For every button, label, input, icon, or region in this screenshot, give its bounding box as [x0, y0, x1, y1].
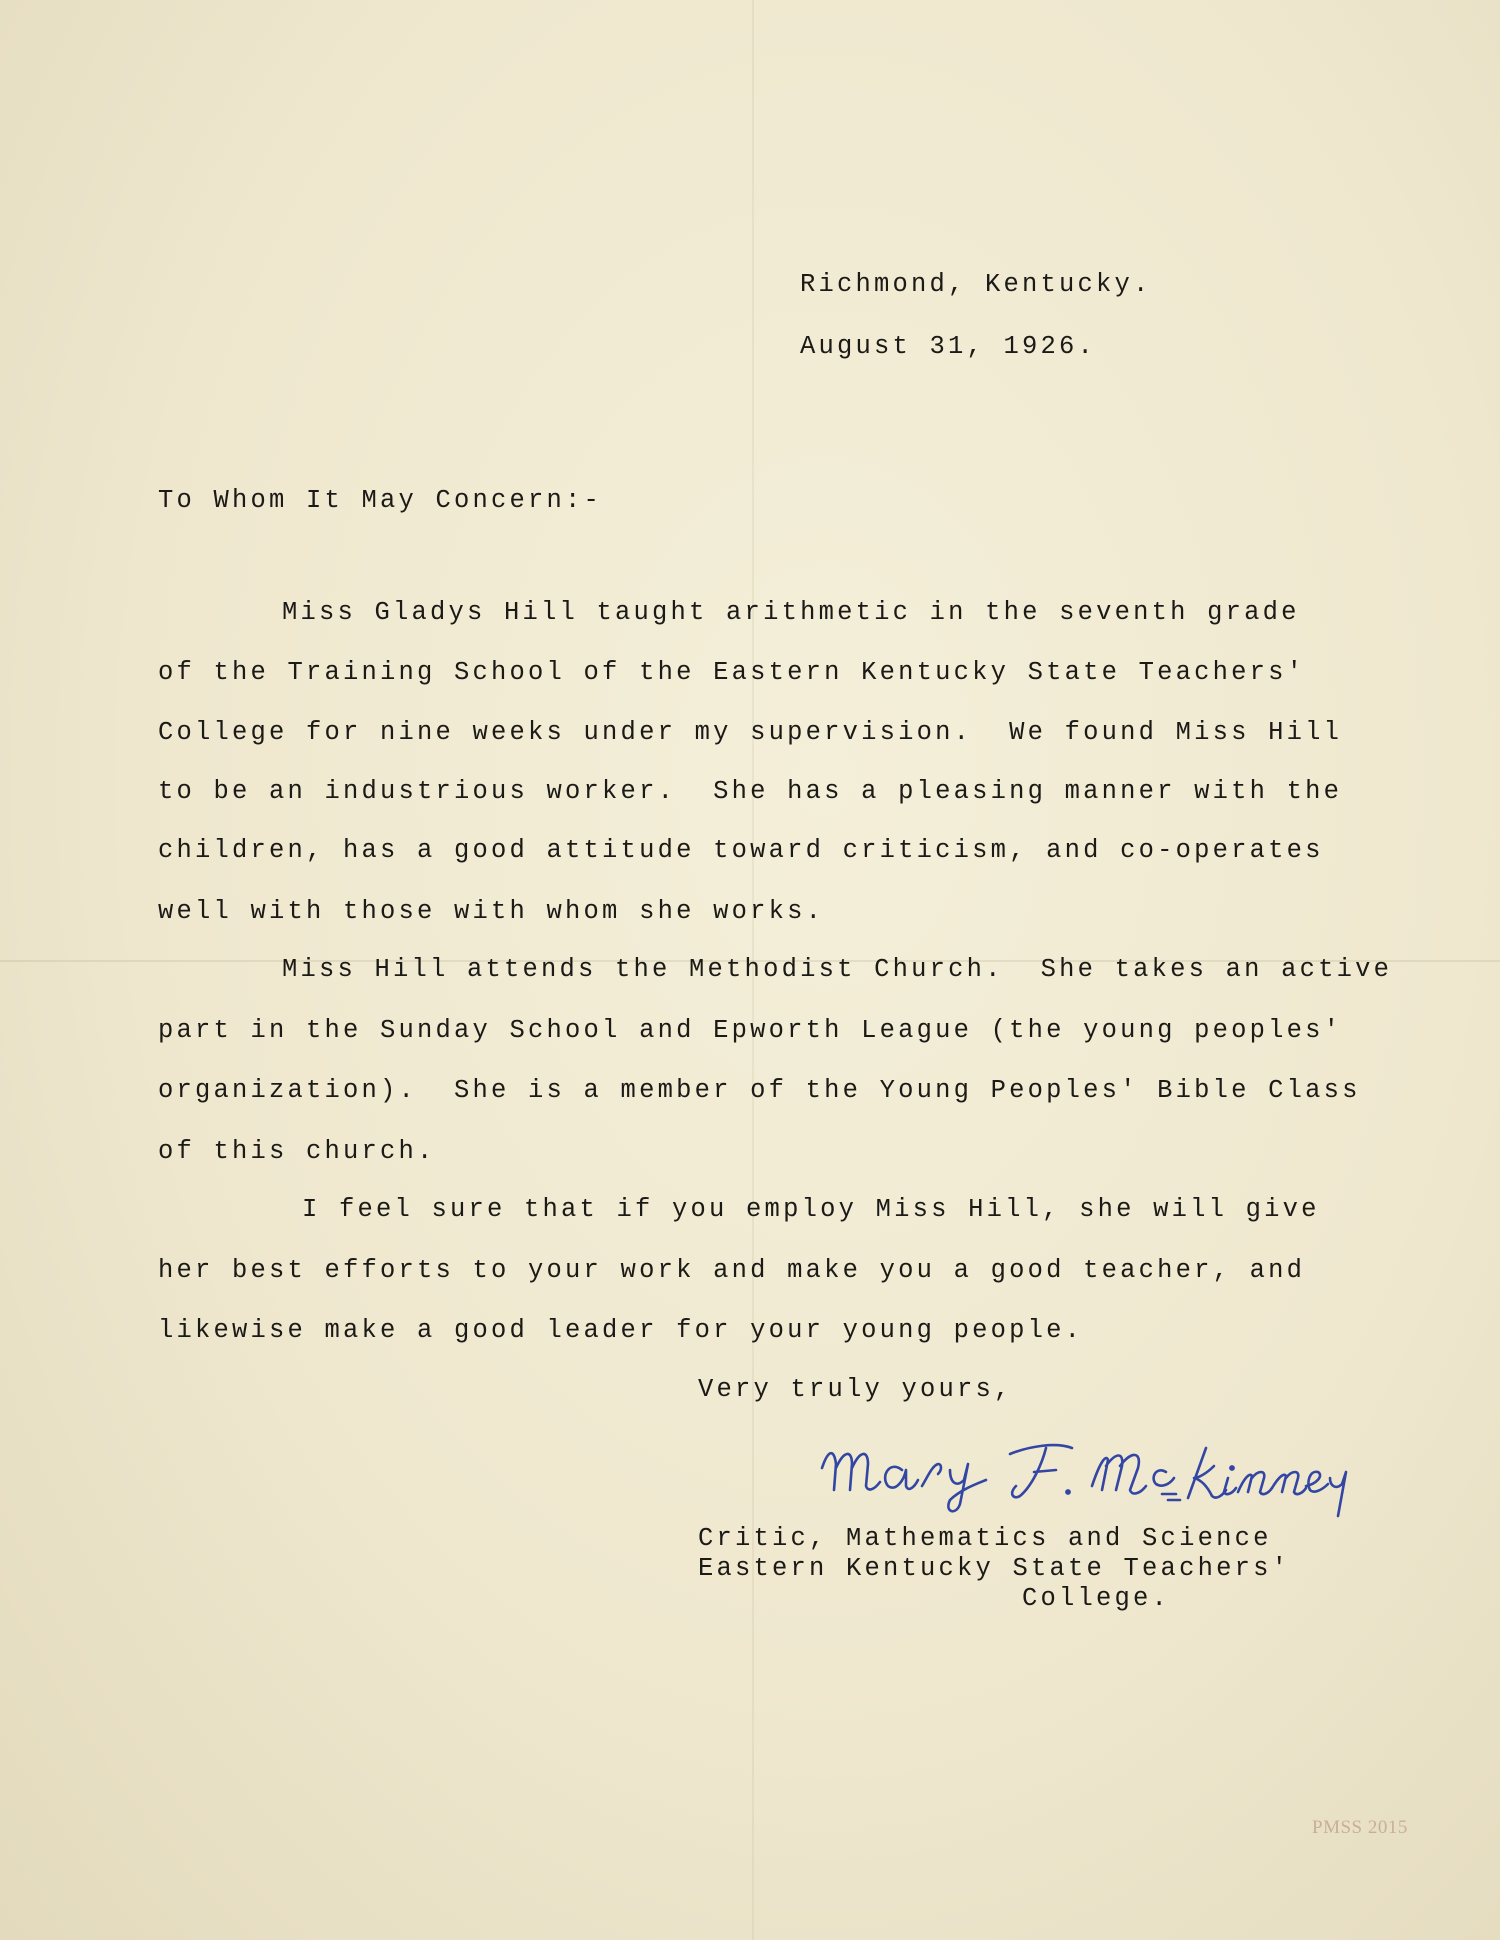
body-line: Miss Hill attends the Methodist Church. She takes an active [282, 955, 1393, 984]
body-line: children, has a good attitude toward criticism, and co-operates [158, 836, 1324, 865]
watermark: PMSS 2015 [1312, 1817, 1408, 1838]
signer-title: Critic, Mathematics and Science [698, 1524, 1272, 1553]
letter-closing: Very truly yours, [698, 1375, 1013, 1404]
body-line: well with those with whom she works. [158, 897, 825, 926]
letter-date: August 31, 1926. [800, 332, 1097, 361]
letter-place: Richmond, Kentucky. [800, 270, 1152, 299]
body-line: of this church. [158, 1137, 436, 1166]
body-line: organization). She is a member of the Young Peoples' Bible Class [158, 1076, 1361, 1105]
body-line: Miss Gladys Hill taught arithmetic in the seventh grade [282, 598, 1300, 627]
body-line: part in the Sunday School and Epworth League (the young peoples' [158, 1016, 1343, 1045]
handwritten-signature [810, 1420, 1400, 1520]
body-line: College for nine weeks under my supervision. We found Miss Hill [158, 718, 1343, 747]
body-line: I feel sure that if you employ Miss Hill, she will give [302, 1195, 1320, 1224]
body-line: to be an industrious worker. She has a pleasing manner with the [158, 777, 1343, 806]
letter-salutation: To Whom It May Concern:- [158, 486, 603, 515]
body-line: of the Training School of the Eastern Kentucky State Teachers' [158, 658, 1306, 687]
body-line: her best efforts to your work and make you a good teacher, and [158, 1256, 1306, 1285]
body-line: likewise make a good leader for your young people. [158, 1316, 1084, 1345]
signer-institution-cont: College. [1022, 1584, 1171, 1613]
signer-institution: Eastern Kentucky State Teachers' [698, 1554, 1291, 1583]
